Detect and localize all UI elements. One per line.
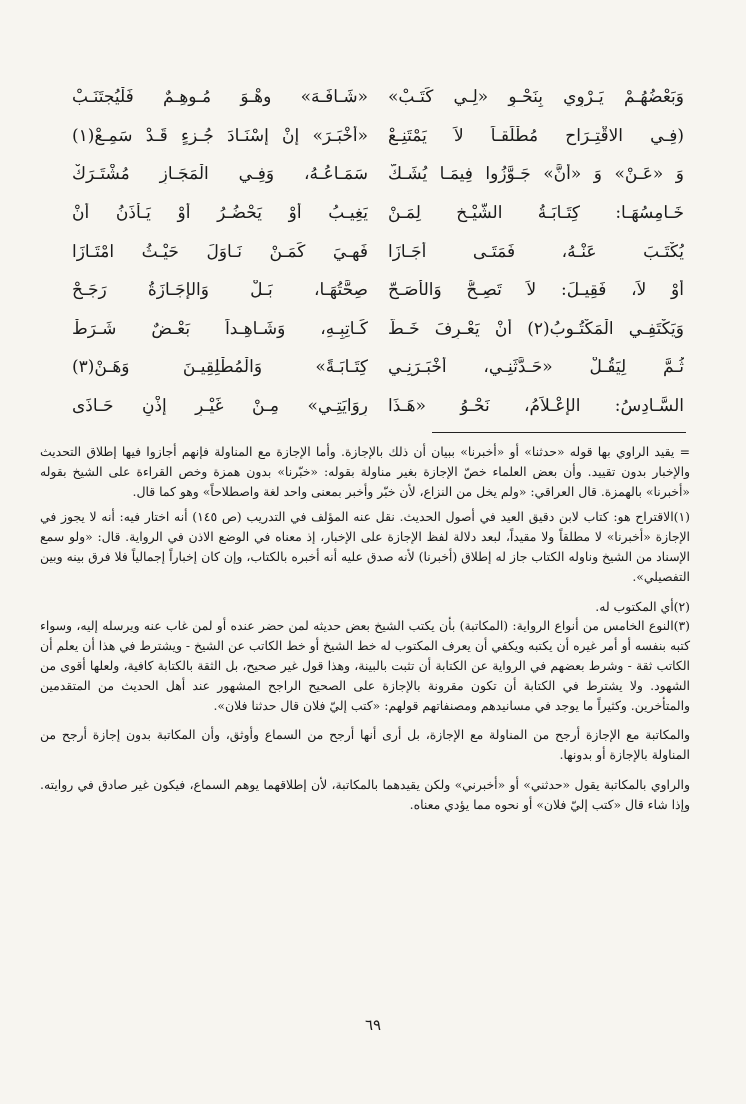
footnote-paragraph: والمكاتبة مع الإجازة أرجح من المناولة مع الإجازة، بل أرى أنها أرجح من السماع وأوثق، وأن المكاتبة بدون إجازة أرجح من المناولة بالإجازة أو بدونها. bbox=[40, 727, 690, 763]
poem-block bbox=[72, 78, 684, 425]
verse-4 bbox=[72, 194, 684, 233]
verse-second-hemistich: فَهِـيَ كَمَـنْ نَـاوَلَ حَيْـثُ امْتَـازَا bbox=[72, 241, 368, 262]
footnote-3: (٣)النوع الخامس من أنواع الرواية: (المكاتبة) بأن يكتب الشيخ بعض حديثه لمن حضر عنده أو لمن غاب عنه ويرسله إليه، وسواء كتبه بنفسه أو أمر غيره أن يكتبه ويكفي أن يعرف المكتوب له خط الشيخ أو خط الكاتب عن الشيخ - ويشترط في هذا أن يعلم أن الكاتب ثقة - وشرط بعضهم في الرواية عن الكتابة أن تثبت بالبينة، وهذا قول غير صحيح، بل الثقة بالكتابة كافية، ولعلها أقوى من الشهود. ولا يشترط في الكتابة أن تكون مقرونة بالإجازة على الصحيح الراجح المشهور عند أهل الحديث من المتقدمين والمتأخرين. وكثيراً ما يوجد في مسانيدهم ومصنفاتهم قولهم: «كتب إليّ فلان قال حدثنا فلان». bbox=[40, 618, 690, 713]
verse-first-hemistich: السَّـادِسُ: الإِعْـلاَمُ، نَحْـوُ «هَـذَا bbox=[388, 396, 684, 417]
verse-second-hemistich: يَغِيـبُ أَوْ يَحْضُـرُ أَوْ يَـأْذَنُ أَنْ bbox=[72, 203, 368, 224]
verse-3 bbox=[72, 155, 684, 194]
verse-second-hemistich: «أَخْبَـرَ» إِنْ إِسْنَـادَ جُـزءٍ قَـدْ سَمِـعْ(١) bbox=[72, 125, 368, 146]
footnote-divider bbox=[432, 432, 686, 433]
page-number: ٦٩ bbox=[364, 1016, 382, 1034]
verse-second-hemistich: «شَـافَـهَ» وهْـوَ مُـوهِـمٌ فَلْيُجتَنَـبْ bbox=[72, 87, 368, 108]
verse-first-hemistich: خَـامِسُهَـا: كِتَـابَـةُ الشَّيْـخِ لِمَـنْ bbox=[388, 203, 684, 224]
verse-second-hemistich: سَمَـاعُـهُ، وَفِـي الْمَجَـازِ مُشْتَـرَكْ bbox=[72, 164, 368, 185]
verse-first-hemistich: ثُـمَّ لِيَقُـلْ «حَـدَّثَنِـي، أَخْبَـرَنِـي bbox=[388, 357, 684, 378]
verse-5 bbox=[72, 232, 684, 271]
verse-1 bbox=[72, 78, 684, 117]
verse-first-hemistich: وَ «عَـنْ» وَ «أَنَّ» جَـوَّزُوا فِيمَـا يُشَـكّ bbox=[388, 164, 684, 185]
footnote-continuation: = يقيد الراوي بها قوله «حدثنا» أو «أخبرنا» ببيان أن ذلك بالإجازة. وأما الإجازة مع المناولة فإنهم أجازوا فيها إطلاق التحديث والإخبار بدون تقييد. وأن بعض العلماء خصّ الإجازة بغير مناولة بقوله: «خبّرنا» بدون همزة وخص القراءة على الشيخ بقوله «أخبرنا» بالهمزة. قال العراقي: «ولم يخل من النزاع، لأن خبّر وأخبر بمعنى واحد لغة واصطلاحاً» وهو كما قال. bbox=[40, 444, 690, 499]
verse-first-hemistich: وَيَكْتَفِـي الْمَكْتُـوبُ(٢) أَنْ يَعْـرِفَ خَـطّ bbox=[388, 318, 684, 339]
footnote-2: (٢)أي المكتوب له. bbox=[595, 598, 690, 614]
footnote-paragraph: والراوي بالمكاتبة يقول «حدثني» أو «أخبرني» ولكن يقيدهما بالمكاتبة، لأن إطلاقهما يوهم السماع، فيكون غير صادق في روايته. وإذا شاء قال «كتب إليّ فلان» أو نحوه مما يؤدي معناه. bbox=[40, 776, 690, 812]
verse-second-hemistich: كَـاتِبِـهِ، وَشَـاهِـداً بَعْـضٌ شَـرَطْ bbox=[72, 318, 368, 339]
verse-first-hemistich: وَبَعْضُهُـمْ يَـرْوِي بِنَحْـوِ «لِـي كَتَـبْ» bbox=[388, 87, 684, 108]
verse-second-hemistich: صِحَّتُهَـا، بَـلْ وَالإِجَـازَةُ رَجَـحْ bbox=[72, 280, 368, 301]
verse-first-hemistich: يُكْتَـبَ عَنْـهُ، فَمَتَـى أَجَـازَا bbox=[388, 241, 684, 262]
verse-6 bbox=[72, 271, 684, 310]
verse-second-hemistich: رِوَايَتِـي» مِـنْ غَيْـرِ إِذْنٍ حَـاذَى bbox=[72, 396, 368, 417]
verse-second-hemistich: كِتَـابَـةً» وَالْمُطْلِقِيـنَ وَهَـنْ(٣) bbox=[72, 357, 368, 378]
footnote-1: (١)الاقتراح هو: كتاب لابن دقيق العيد في أصول الحديث. نقل عنه المؤلف في التدريب (ص ١٤٥) أنه اختار فيه: أنه لا يجوز في الإجازة «أخبرنا» لا مطلقاً ولا مقيداً، لبعد دلالة لفظ الإجازة على الإخبار، إذ معناه في الوضع الاذن في الرواية. قال: «ولو سمع الإسناد من الشيخ وناوله الكتاب جاز له إطلاق (أخبرنا) لأنه صدق عليه أنه أخبره بالكتاب، وإن كان إخباراً إجمالياً فلا فرق بينه وبين التفصيلي». bbox=[40, 509, 690, 584]
verse-2 bbox=[72, 117, 684, 156]
verse-8 bbox=[72, 348, 684, 387]
verse-7 bbox=[72, 310, 684, 349]
footnotes bbox=[40, 442, 690, 815]
verse-first-hemistich: أَوْ لاَ، فَقِيـلَ: لاَ تَصِـحُّ وَالأَصَـحّ bbox=[388, 280, 684, 301]
verse-first-hemistich: (فِـي الاقْتِـرَاحِ مُطْلَقـاً لاَ يَمْتَنِـعْ bbox=[388, 125, 684, 146]
verse-9 bbox=[72, 387, 684, 426]
